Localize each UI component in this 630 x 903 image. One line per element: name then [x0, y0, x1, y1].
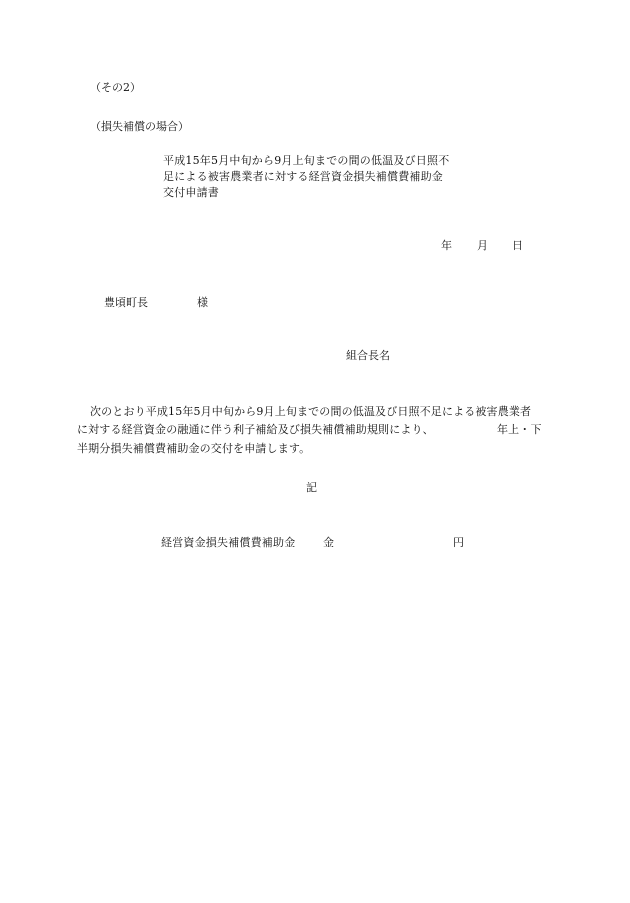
item-kin-label: 金 — [323, 536, 334, 549]
case-label: （損失補償の場合） — [90, 120, 189, 133]
body-line-3: 半期分損失補償費補助金の交付を申請します。 — [77, 442, 311, 455]
date-month-label: 月 — [477, 239, 488, 252]
item-yen-label: 円 — [453, 536, 464, 549]
body-line-2: に対する経営資金の融通に伴う利子補給及び損失補償補助規則により、 — [77, 423, 434, 436]
addressee-name: 豊頃町長 — [104, 296, 148, 309]
item-name: 経営資金損失補償費補助金 — [161, 536, 296, 549]
signer-label: 組合長名 — [346, 349, 390, 362]
body-line-2-tail: 年上・下 — [497, 423, 542, 436]
title-line-2: 足による被害農業者に対する経営資金損失補償費補助金 — [163, 170, 443, 183]
title-line-3: 交付申請書 — [163, 186, 219, 199]
body-line-1: 次のとおり平成15年5月中旬から9月上旬までの間の低温及び日照不足による被害農業者 — [90, 405, 532, 418]
ki-heading: 記 — [306, 481, 317, 494]
addressee-honorific: 様 — [197, 296, 208, 309]
sub-label: （その2） — [90, 81, 141, 94]
date-day-label: 日 — [512, 239, 523, 252]
date-year-label: 年 — [441, 239, 452, 252]
title-line-1: 平成15年5月中旬から9月上旬までの間の低温及び日照不 — [163, 154, 450, 167]
